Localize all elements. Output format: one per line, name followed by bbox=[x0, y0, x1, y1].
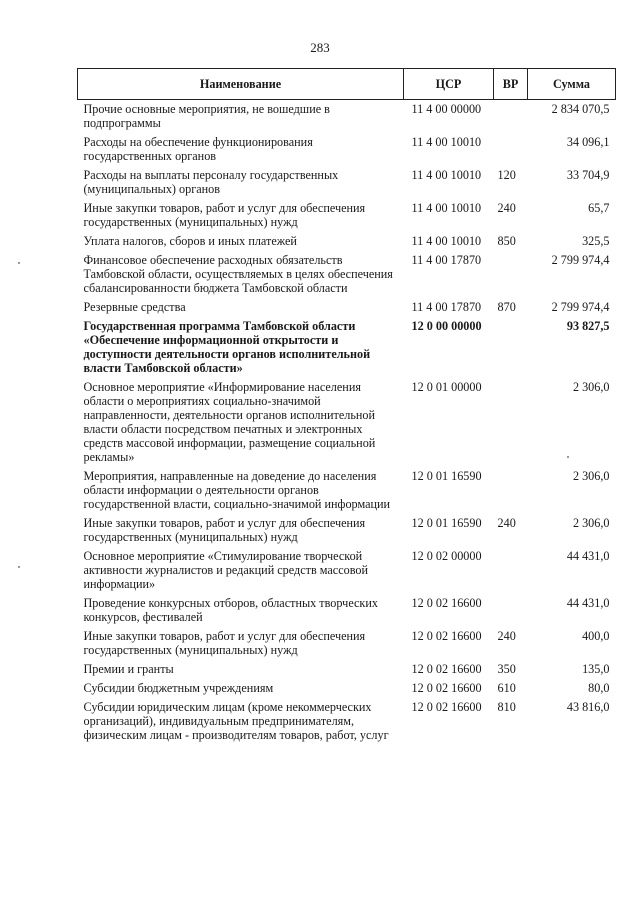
cell-name: Иные закупки товаров, работ и услуг для обеспечения государственных (муниципальных) нужд bbox=[83, 201, 366, 229]
cell-sum: 65,7 bbox=[588, 201, 610, 215]
cell-name: Финансовое обеспечение расходных обязательств Тамбовской области, осуществляемых в целях обеспечения сбалансированности бюджета Тамбовской области bbox=[83, 253, 393, 295]
cell-vr: 120 bbox=[497, 168, 516, 182]
cell-vr bbox=[494, 547, 528, 594]
cell-vr: 240 bbox=[497, 516, 516, 530]
scan-speck bbox=[567, 456, 569, 458]
cell-vr bbox=[494, 100, 528, 134]
cell-vr: 240 bbox=[497, 201, 516, 215]
cell-sum: 2 834 070,5 bbox=[551, 102, 610, 116]
cell-name: Премии и гранты bbox=[83, 662, 174, 676]
header-name: Наименование bbox=[78, 69, 404, 100]
cell-sum: 44 431,0 bbox=[566, 596, 610, 610]
cell-vr bbox=[494, 378, 528, 467]
cell-sum: 43 816,0 bbox=[566, 700, 610, 714]
cell-name: Прочие основные мероприятия, не вошедшие в подпрограммы bbox=[83, 102, 330, 130]
cell-vr: 870 bbox=[497, 300, 516, 314]
table-row bbox=[78, 547, 616, 594]
cell-csr: 11 4 00 17870 bbox=[411, 300, 482, 314]
cell-sum: 80,0 bbox=[588, 681, 610, 695]
cell-sum: 34 096,1 bbox=[566, 135, 610, 149]
table-row bbox=[78, 298, 616, 317]
cell-csr: 12 0 02 16600 bbox=[411, 596, 482, 610]
table-row bbox=[78, 100, 616, 134]
cell-name: Мероприятия, направленные на доведение до населения области информации о деятельности органов государственной власти, социально-значимой информации bbox=[83, 469, 391, 511]
table-row bbox=[78, 378, 616, 467]
cell-name: Субсидии юридическим лицам (кроме некоммерческих организаций), индивидуальным предпринимателям, физическим лицам - производителям товаров, работ, услуг bbox=[83, 700, 389, 742]
cell-name: Иные закупки товаров, работ и услуг для обеспечения государственных (муниципальных) нужд bbox=[83, 516, 366, 544]
cell-csr: 12 0 01 16590 bbox=[411, 516, 482, 530]
scan-speck bbox=[18, 262, 20, 264]
cell-csr: 12 0 02 16600 bbox=[411, 629, 482, 643]
cell-csr: 11 4 00 10010 bbox=[411, 168, 482, 182]
table-row bbox=[78, 166, 616, 199]
cell-vr: 810 bbox=[497, 700, 516, 714]
cell-vr bbox=[494, 317, 528, 378]
cell-sum: 325,5 bbox=[582, 234, 610, 248]
cell-sum: 2 306,0 bbox=[572, 380, 610, 394]
table-row bbox=[78, 627, 616, 660]
cell-sum: 44 431,0 bbox=[566, 549, 610, 563]
cell-vr bbox=[494, 251, 528, 298]
cell-sum: 400,0 bbox=[582, 629, 610, 643]
header-sum: Сумма bbox=[528, 69, 616, 100]
table-body bbox=[78, 100, 616, 746]
cell-sum: 2 306,0 bbox=[572, 469, 610, 483]
cell-csr: 12 0 02 16600 bbox=[411, 681, 482, 695]
table-row bbox=[78, 467, 616, 514]
header-csr: ЦСР bbox=[404, 69, 494, 100]
cell-csr: 12 0 01 00000 bbox=[411, 380, 482, 394]
cell-csr: 11 4 00 10010 bbox=[411, 135, 482, 149]
cell-csr: 11 4 00 00000 bbox=[411, 102, 482, 116]
table-row bbox=[78, 698, 616, 745]
cell-csr: 12 0 00 00000 bbox=[411, 319, 482, 333]
cell-name: Государственная программа Тамбовской области «Обеспечение информационной открытости и доступности деятельности органов исполнительной власти Тамбовской области» bbox=[83, 319, 371, 375]
page-number: 283 bbox=[310, 40, 330, 55]
cell-csr: 12 0 02 00000 bbox=[411, 549, 482, 563]
cell-sum: 2 306,0 bbox=[572, 516, 610, 530]
cell-sum: 2 799 974,4 bbox=[551, 300, 610, 314]
cell-name: Расходы на обеспечение функционирования государственных органов bbox=[83, 135, 313, 163]
cell-vr bbox=[494, 467, 528, 514]
header-row bbox=[78, 69, 616, 100]
table-row bbox=[78, 679, 616, 698]
cell-csr: 11 4 00 17870 bbox=[411, 253, 482, 267]
cell-name: Основное мероприятие «Стимулирование творческой активности журналистов и редакций средств массовой информации» bbox=[83, 549, 369, 591]
cell-vr: 350 bbox=[497, 662, 516, 676]
budget-table bbox=[77, 68, 616, 745]
cell-sum: 135,0 bbox=[582, 662, 610, 676]
table-row bbox=[78, 199, 616, 232]
cell-csr: 12 0 02 16600 bbox=[411, 662, 482, 676]
cell-csr: 12 0 02 16600 bbox=[411, 700, 482, 714]
table-header bbox=[78, 69, 616, 100]
table-row bbox=[78, 660, 616, 679]
cell-sum: 93 827,5 bbox=[566, 319, 610, 333]
cell-vr bbox=[494, 594, 528, 627]
cell-name: Проведение конкурсных отборов, областных творческих конкурсов, фестивалей bbox=[83, 596, 378, 624]
table-row bbox=[78, 251, 616, 298]
cell-name: Иные закупки товаров, работ и услуг для обеспечения государственных (муниципальных) нужд bbox=[83, 629, 366, 657]
cell-sum: 2 799 974,4 bbox=[551, 253, 610, 267]
scan-speck bbox=[18, 566, 20, 568]
table-row bbox=[78, 317, 616, 378]
cell-name: Уплата налогов, сборов и иных платежей bbox=[83, 234, 297, 248]
header-vr: ВР bbox=[494, 69, 528, 100]
table-row bbox=[78, 133, 616, 166]
table-row bbox=[78, 594, 616, 627]
cell-name: Резервные средства bbox=[83, 300, 186, 314]
cell-csr: 12 0 01 16590 bbox=[411, 469, 482, 483]
cell-name: Расходы на выплаты персоналу государственных (муниципальных) органов bbox=[83, 168, 339, 196]
table-row bbox=[78, 514, 616, 547]
cell-csr: 11 4 00 10010 bbox=[411, 201, 482, 215]
cell-vr bbox=[494, 133, 528, 166]
cell-name: Субсидии бюджетным учреждениям bbox=[83, 681, 274, 695]
cell-vr: 240 bbox=[497, 629, 516, 643]
cell-sum: 33 704,9 bbox=[566, 168, 610, 182]
cell-vr: 850 bbox=[497, 234, 516, 248]
table-row bbox=[78, 232, 616, 251]
cell-vr: 610 bbox=[497, 681, 516, 695]
budget-table-container bbox=[77, 68, 615, 745]
cell-name: Основное мероприятие «Информирование населения области о мероприятиях социально-значимой направленности, деятельности органов исполнительной власти области посредством печатных и электронных средств массовой информации, размещение социальной рекламы» bbox=[83, 380, 376, 464]
cell-csr: 11 4 00 10010 bbox=[411, 234, 482, 248]
